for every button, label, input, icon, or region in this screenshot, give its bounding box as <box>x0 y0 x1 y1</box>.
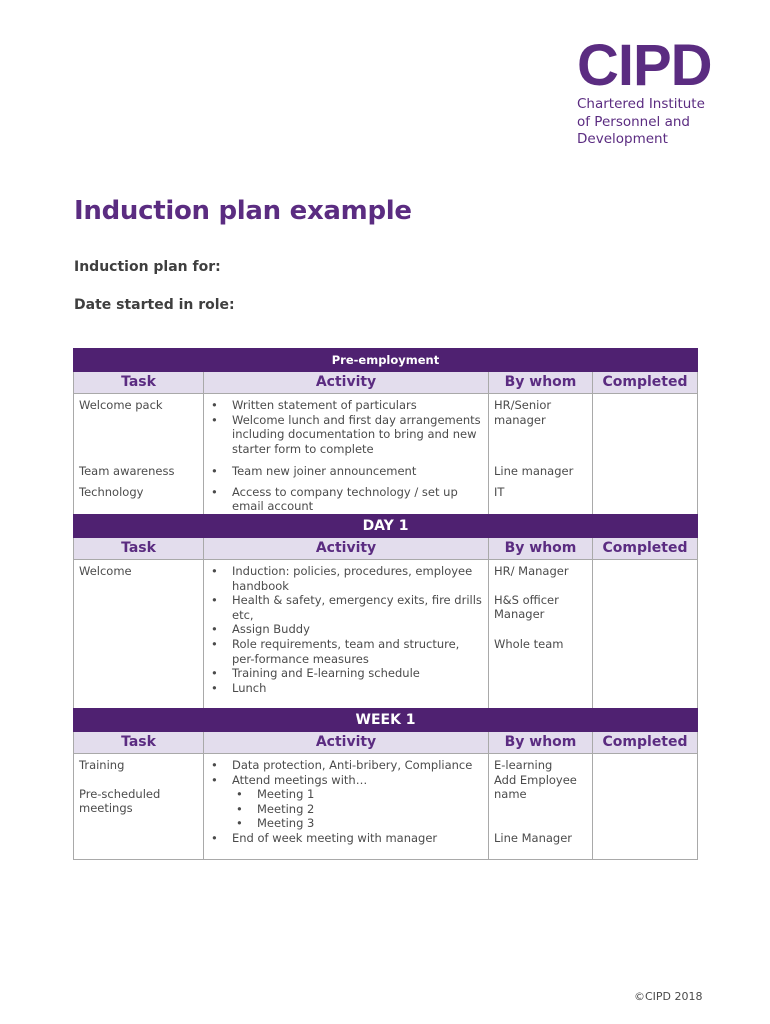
col-header-by-whom: By whom <box>489 732 593 754</box>
section-title-day-1: DAY 1 <box>74 515 698 538</box>
table-row <box>74 460 698 481</box>
completed-cell <box>593 394 698 460</box>
col-header-by-whom: By whom <box>489 538 593 560</box>
col-header-activity: Activity <box>204 538 489 560</box>
by-whom-item: Whole team <box>494 636 564 651</box>
completed-cell <box>593 481 698 517</box>
by-whom-item: H&S officer Manager <box>494 592 559 622</box>
task-cell: Welcome pack <box>74 394 204 460</box>
task-item: Training <box>79 758 125 772</box>
activity-item: • Lunch <box>204 681 482 696</box>
by-whom-item: Add Employee name <box>494 772 577 802</box>
activity-subitem: • Meeting 2 <box>204 802 482 817</box>
task-cell: Technology <box>74 481 204 517</box>
col-header-task: Task <box>74 732 204 754</box>
by-whom-cell: HR/Senior manager <box>489 394 593 460</box>
activity-item: • Role requirements, team and structure, per-formance measures <box>204 637 482 666</box>
by-whom-cell: Line manager <box>489 460 593 481</box>
section-title-pre-employment: Pre-employment <box>74 349 698 372</box>
activity-item: • Team new joiner announcement <box>204 464 482 479</box>
by-whom-item: HR/ Manager <box>494 564 569 578</box>
table-row <box>74 754 698 860</box>
completed-cell <box>593 460 698 481</box>
copyright-footer: ©CIPD 2018 <box>634 990 703 1003</box>
activity-subitem: • Meeting 3 <box>204 816 482 831</box>
col-header-task: Task <box>74 372 204 394</box>
activity-cell <box>204 754 489 860</box>
activity-cell <box>204 481 489 517</box>
page-title: Induction plan example <box>74 196 412 226</box>
table-row <box>74 560 698 710</box>
activity-item: • Access to company technology / set up email account <box>204 485 482 514</box>
table-row <box>74 394 698 460</box>
activity-cell <box>204 460 489 481</box>
task-cell <box>74 754 204 860</box>
pre-employment-table <box>73 348 698 517</box>
logo-wordmark: CIPD <box>577 33 712 98</box>
task-cell: Welcome <box>74 560 204 710</box>
activity-item: • Data protection, Anti-bribery, Compliance <box>204 758 482 773</box>
activity-item: • Welcome lunch and first day arrangements including documentation to bring and new starter form to complete <box>204 413 482 457</box>
activity-item: • Assign Buddy <box>204 622 482 637</box>
col-header-completed: Completed <box>593 732 698 754</box>
by-whom-item: E-learning <box>494 758 553 772</box>
col-header-task: Task <box>74 538 204 560</box>
by-whom-cell: IT <box>489 481 593 517</box>
day-1-table <box>73 514 698 710</box>
logo-line-1: Chartered Institute <box>577 96 705 112</box>
col-header-by-whom: By whom <box>489 372 593 394</box>
activity-subitem: • Meeting 1 <box>204 787 482 802</box>
completed-cell <box>593 754 698 860</box>
logo-line-2: of Personnel and <box>577 113 690 130</box>
col-header-activity: Activity <box>204 732 489 754</box>
activity-cell <box>204 560 489 710</box>
by-whom-cell <box>489 754 593 860</box>
cipd-logo <box>577 33 737 149</box>
by-whom-cell <box>489 560 593 710</box>
table-row <box>74 481 698 517</box>
date-started-label: Date started in role: <box>74 297 235 313</box>
activity-item: • Written statement of particulars <box>204 398 482 413</box>
section-title-week-1: WEEK 1 <box>74 709 698 732</box>
activity-item: • Training and E-learning schedule <box>204 666 482 681</box>
activity-item: • Health & safety, emergency exits, fire drills etc, <box>204 593 482 622</box>
activity-item: • End of week meeting with manager <box>204 831 482 846</box>
week-1-table <box>73 708 698 860</box>
logo-line-3: Development <box>577 131 668 147</box>
task-cell: Team awareness <box>74 460 204 481</box>
col-header-activity: Activity <box>204 372 489 394</box>
col-header-completed: Completed <box>593 372 698 394</box>
activity-cell <box>204 394 489 460</box>
plan-for-label: Induction plan for: <box>74 259 221 275</box>
task-item: Pre-scheduled meetings <box>79 786 161 816</box>
completed-cell <box>593 560 698 710</box>
activity-item: • Induction: policies, procedures, employee handbook <box>204 564 482 593</box>
col-header-completed: Completed <box>593 538 698 560</box>
by-whom-item: Line Manager <box>494 830 573 845</box>
activity-item: • Attend meetings with… <box>204 773 482 788</box>
